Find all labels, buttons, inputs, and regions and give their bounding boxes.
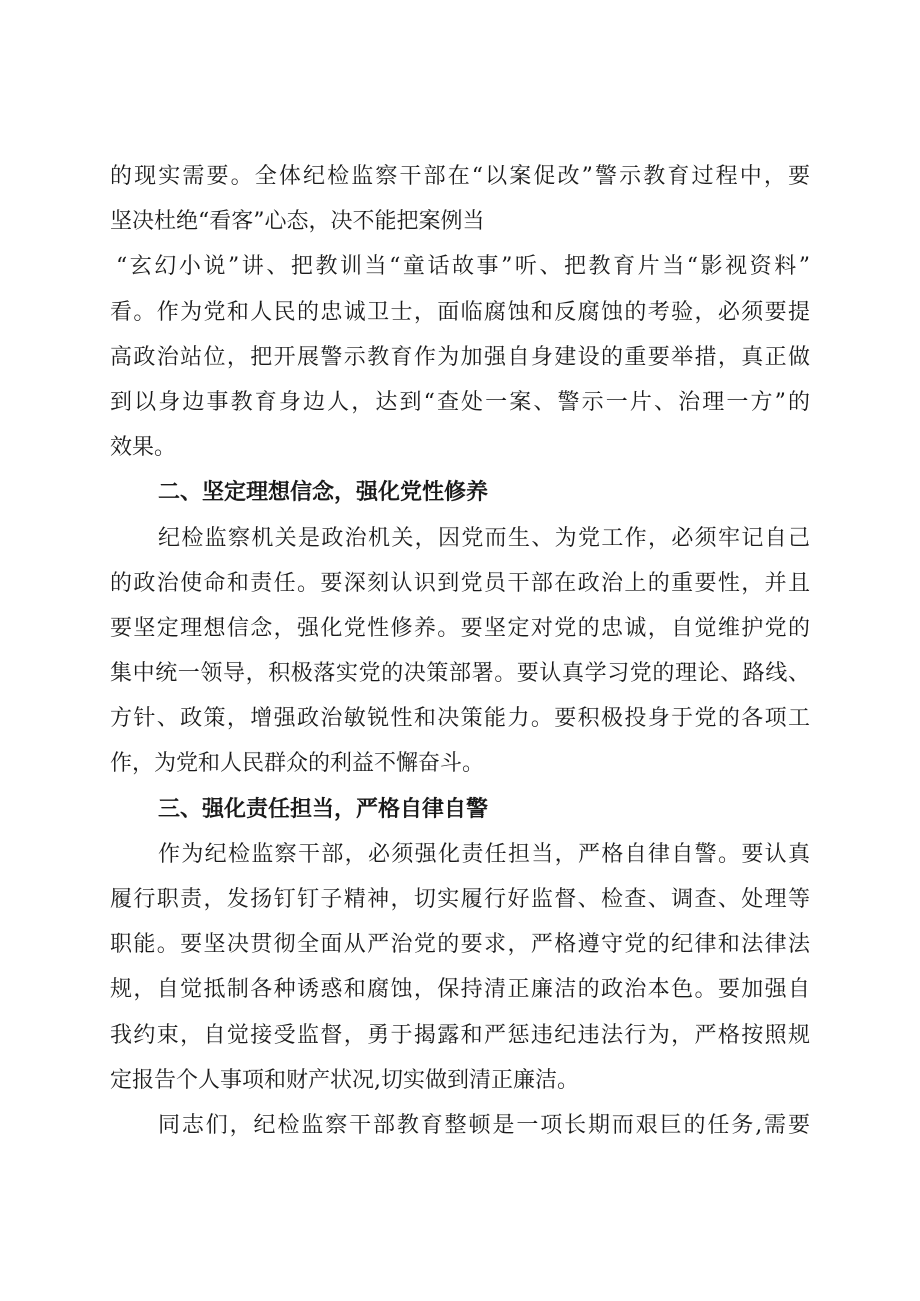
body-line: 规，自觉抵制各种诱惑和腐蚀，保持清正廉洁的政治本色。要加强自 (110, 977, 810, 1003)
body-line: 到以身边事教育身边人，达到“查处一案、警示一片、治理一方”的 (110, 389, 810, 415)
body-line: 集中统一领导，积极落实党的决策部署。要认真学习党的理论、路线、 (110, 661, 810, 687)
section-heading: 三、强化责任担当，严格自律自警 (158, 796, 489, 822)
body-line: 作，为党和人民群众的利益不懈奋斗。 (110, 751, 485, 777)
body-line: 履行职责，发扬钉钉子精神，切实履行好监督、检查、调查、处理等 (110, 887, 810, 912)
document-body (110, 154, 810, 1148)
body-line: 职能。要坚决贯彻全面从严治党的要求，严格遵守党的纪律和法律法 (110, 932, 810, 958)
body-line: 同志们，纪检监察干部教育整顿是一项长期而艰巨的任务,需要 (158, 1112, 810, 1138)
body-line: 方针、政策，增强政治敏锐性和决策能力。要积极投身于党的各项工 (110, 706, 810, 732)
body-line: 坚决杜绝“看客”心态，决不能把案例当 (110, 209, 485, 235)
body-line: 定报告个人事项和财产状况,切实做到清正廉洁。 (110, 1067, 579, 1093)
body-line: 纪检监察机关是政治机关，因党而生、为党工作，必须牢记自己 (158, 525, 810, 551)
body-line: 高政治站位，把开展警示教育作为加强自身建设的重要举措，真正做 (110, 344, 810, 370)
body-line: 效果。 (110, 435, 177, 461)
body-line: 作为纪检监察干部，必须强化责任担当，严格自律自警。要认真 (158, 841, 810, 867)
body-line: “玄幻小说”讲、把教训当“童话故事”听、把教育片当“影视资料” (116, 254, 810, 280)
body-line: 要坚定理想信念，强化党性修养。要坚定对党的忠诚，自觉维护党的 (110, 615, 810, 641)
body-line: 的现实需要。全体纪检监察干部在“以案促改”警示教育过程中，要 (110, 164, 810, 189)
body-line: 我约束，自觉接受监督，勇于揭露和严惩违纪违法行为，严格按照规 (110, 1022, 810, 1048)
body-line: 的政治使命和责任。要深刻认识到党员干部在政治上的重要性，并且 (110, 570, 810, 596)
section-heading: 二、坚定理想信念，强化党性修养 (158, 480, 489, 506)
body-line: 看。作为党和人民的忠诚卫士，面临腐蚀和反腐蚀的考验，必须要提 (110, 299, 810, 325)
